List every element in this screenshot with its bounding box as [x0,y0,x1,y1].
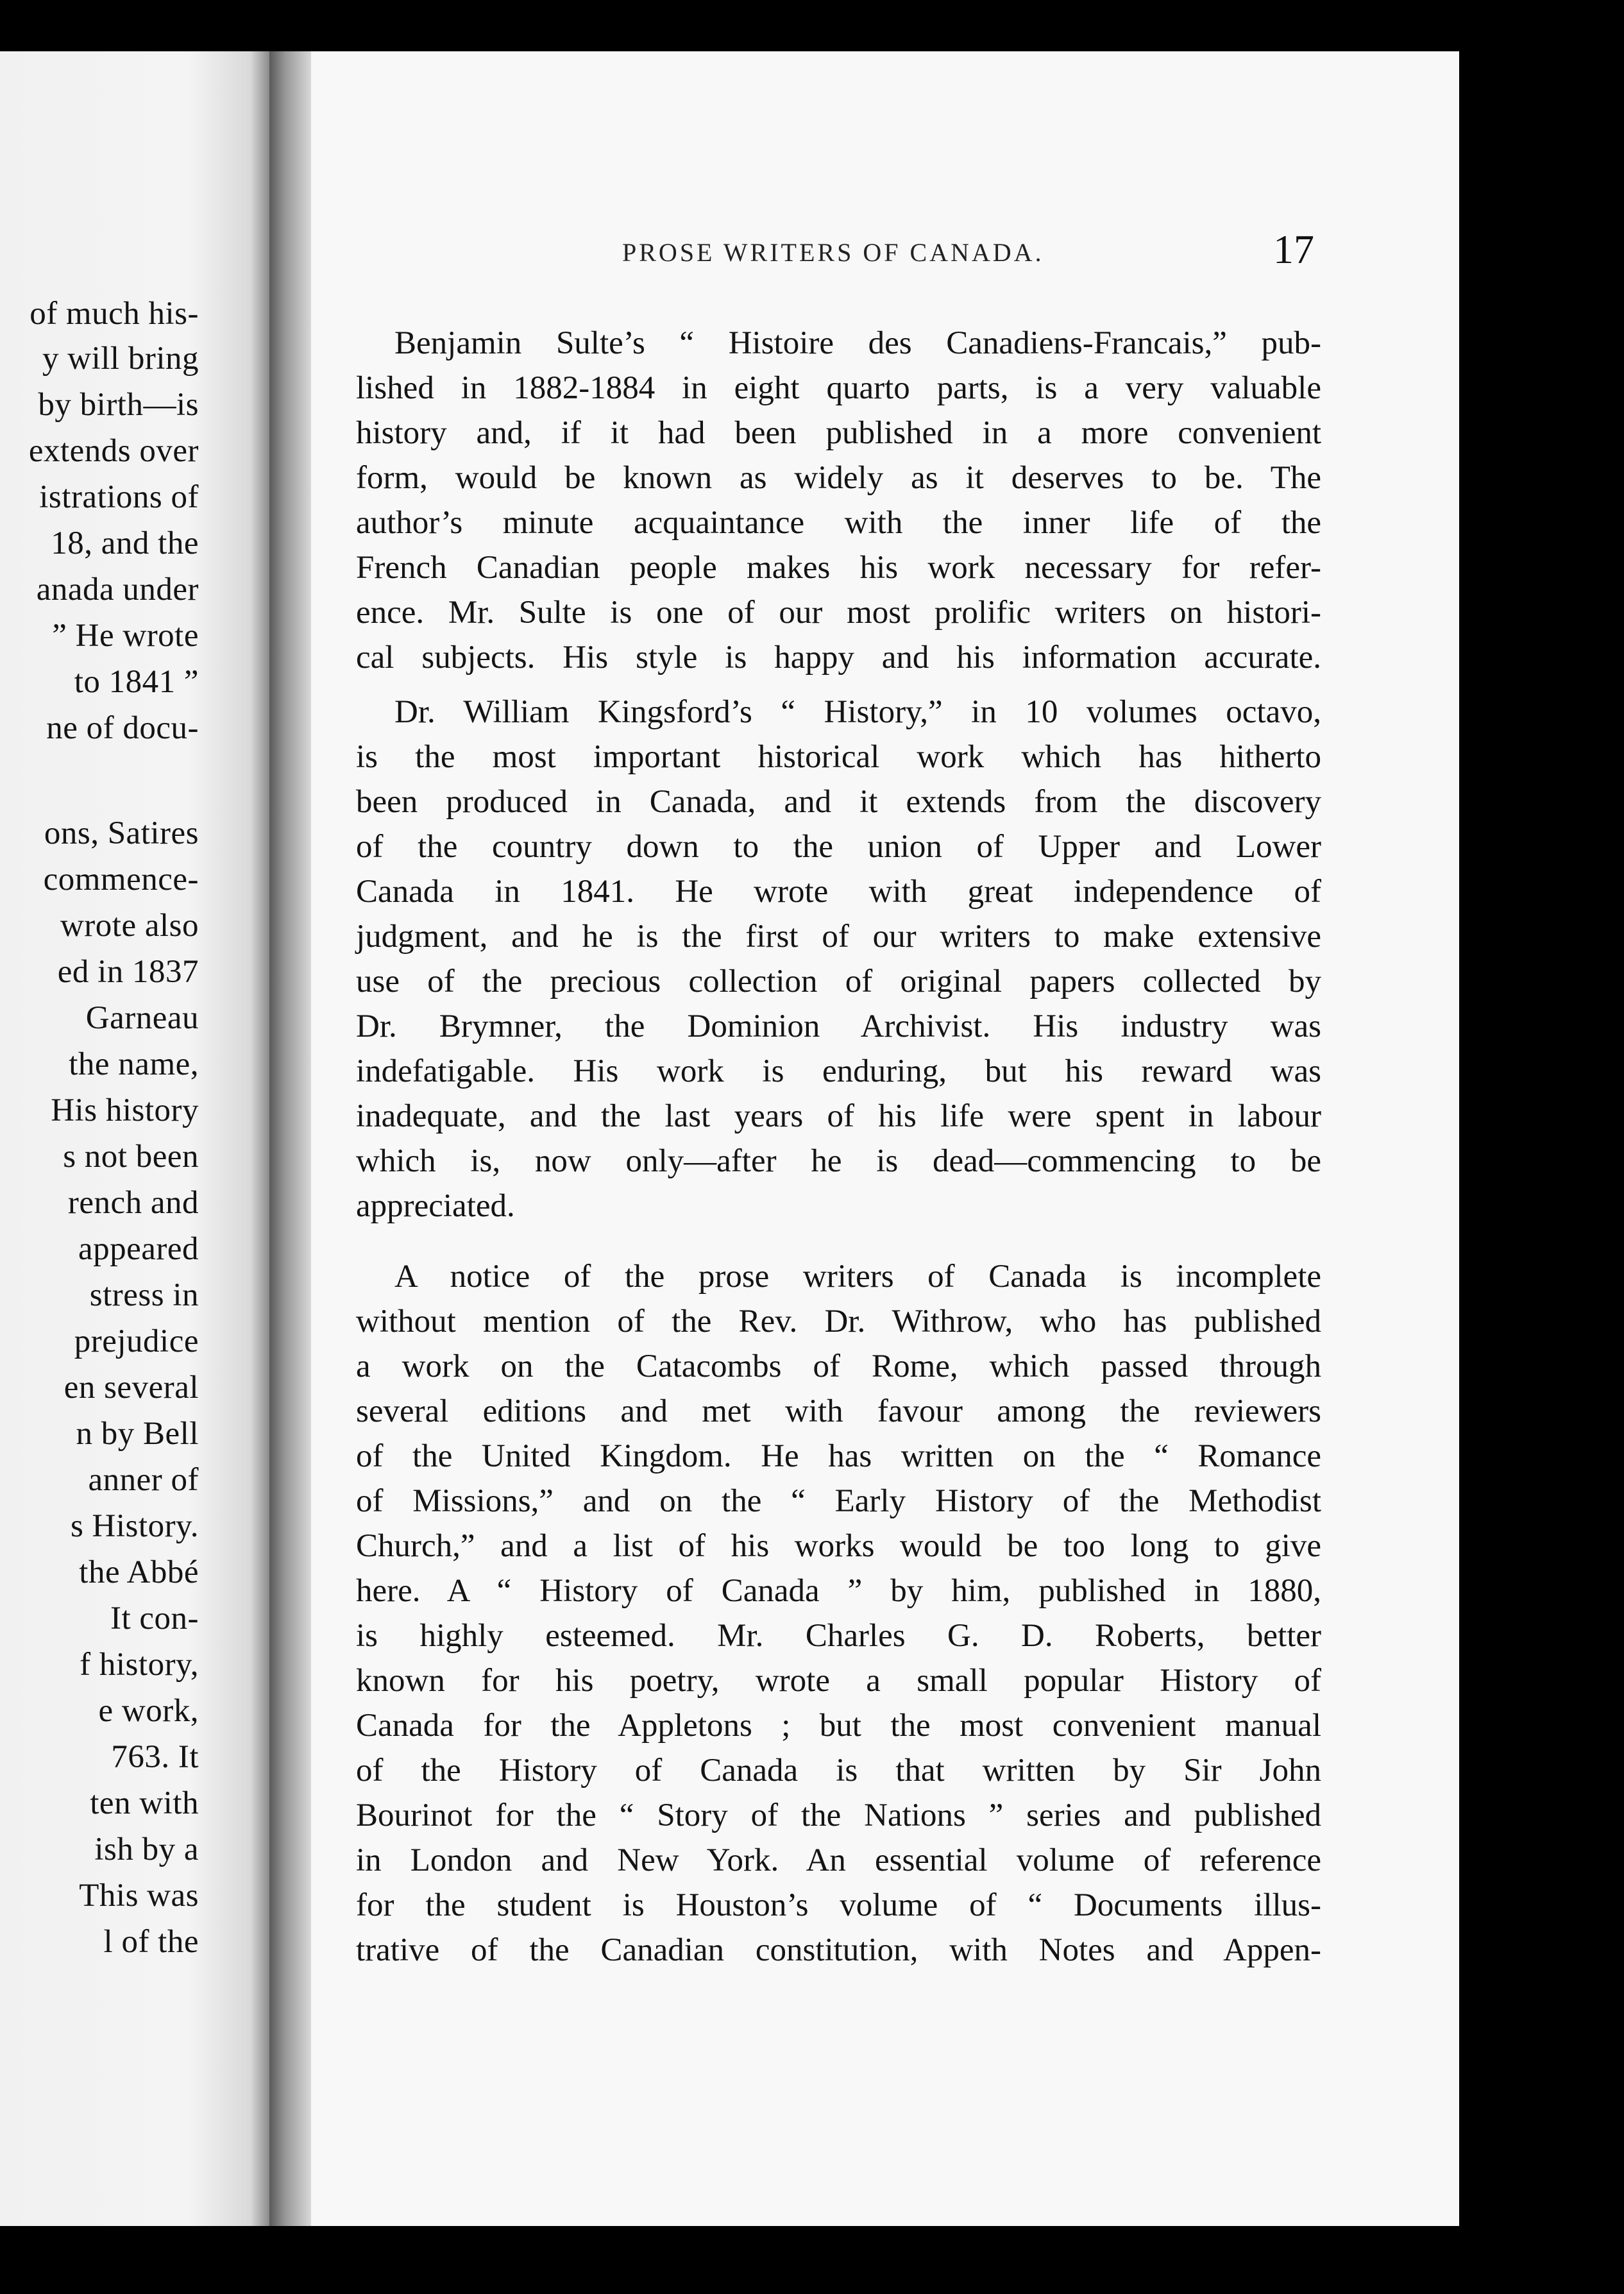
left-page-line: commence- [43,862,199,897]
left-page-line: s History. [70,1508,199,1544]
left-page-line: This was [79,1878,199,1914]
left-page-line: rench and [67,1185,199,1221]
body-line: for the student is Houston’s volume of “ Documents illus- [356,1887,1321,1923]
left-page-line: 18, and the [51,525,199,561]
left-page-line: n by Bell [76,1416,199,1452]
left-page-line: His history [51,1092,199,1128]
left-page-line: 763. It [111,1739,199,1775]
body-line: Canada in 1841. He wrote with great independence of [356,874,1321,910]
left-page-line: the Abbé [79,1554,199,1590]
body-line: lished in 1882-1884 in eight quarto parts, is a very valuable [356,370,1321,406]
body-line: a work on the Catacombs of Rome, which passed through [356,1348,1321,1384]
left-page-line: ne of docu- [46,710,199,746]
body-line: A notice of the prose writers of Canada is incomplete [394,1259,1321,1295]
body-line: history and, if it had been published in a more convenient [356,415,1321,451]
body-line: author’s minute acquaintance with the inner life of the [356,505,1321,541]
body-line: is the most important historical work which has hitherto [356,739,1321,775]
left-page-line: It con- [110,1601,199,1636]
body-line: known for his poetry, wrote a small popular History of [356,1663,1321,1699]
left-page [0,51,269,2226]
left-page-line: stress in [89,1277,199,1313]
body-line: of the History of Canada is that written by Sir John [356,1753,1321,1788]
left-page-line: wrote also [60,908,199,944]
body-line: judgment, and he is the first of our writers to make extensive [356,919,1321,955]
left-page-line: extends over [28,433,199,469]
left-page-line: the name, [69,1046,199,1082]
body-line: French Canadian people makes his work necessary for refer- [356,550,1321,586]
body-line: trative of the Canadian constitution, with Notes and Appen- [356,1932,1321,1968]
left-page-line: prejudice [74,1323,199,1359]
body-line: of the United Kingdom. He has written on the “ Romance [356,1438,1321,1474]
body-line: here. A “ History of Canada ” by him, published in 1880, [356,1573,1321,1609]
left-page-line: ish by a [94,1831,199,1867]
running-head: PROSE WRITERS OF CANADA. [622,238,1044,267]
left-page-line: en several [63,1370,199,1406]
left-page-line: ” He wrote [52,618,199,654]
body-line: without mention of the Rev. Dr. Withrow, who has published [356,1304,1321,1339]
left-page-line: y will bring [42,341,199,377]
body-line: indefatigable. His work is enduring, but his reward was [356,1053,1321,1089]
page-number: 17 [1273,226,1314,272]
scan-border-right [1459,51,1624,2226]
body-line: been produced in Canada, and it extends from the discovery [356,784,1321,820]
body-line: is highly esteemed. Mr. Charles G. D. Roberts, better [356,1618,1321,1654]
body-line: cal subjects. His style is happy and his information accurate. [356,640,1321,675]
body-line: of the country down to the union of Upper and Lower [356,829,1321,865]
left-page-line: l of the [103,1924,199,1960]
body-line: Dr. William Kingsford’s “ History,” in 10 volumes octavo, [394,694,1321,730]
body-line: which is, now only—after he is dead—commencing to be [356,1143,1321,1179]
left-page-line: appeared [78,1231,199,1267]
book-gutter [269,51,311,2226]
body-line: inadequate, and the last years of his life were spent in labour [356,1098,1321,1134]
scan-border-bottom [0,2226,1624,2294]
left-page-line: of much his- [30,296,199,332]
body-line: appreciated. [356,1188,515,1224]
left-page-line: f history, [80,1647,199,1683]
body-line: of Missions,” and on the “ Early History of the Methodist [356,1483,1321,1519]
body-line: Church,” and a list of his works would be too long to give [356,1528,1321,1564]
body-line: several editions and met with favour among the reviewers [356,1393,1321,1429]
left-page-line: Garneau [85,1000,199,1036]
left-page-line: s not been [63,1139,199,1175]
body-line: Canada for the Appletons ; but the most convenient manual [356,1708,1321,1744]
body-line: Bourinot for the “ Story of the Nations ” series and published [356,1797,1321,1833]
left-page-line: istrations of [39,479,199,515]
left-page-line: ten with [90,1785,199,1821]
body-line: form, would be known as widely as it deserves to be. The [356,460,1321,496]
body-line: in London and New York. An essential volume of reference [356,1842,1321,1878]
left-page-line: by birth—is [38,387,199,423]
left-page-line: e work, [98,1693,199,1729]
left-page-line: to 1841 ” [74,664,199,700]
left-page-line: ons, Satires [44,815,199,851]
left-page-line: anada under [36,572,199,607]
left-page-line: ed in 1837 [57,954,199,990]
body-line: Benjamin Sulte’s “ Histoire des Canadiens-Francais,” pub- [394,325,1321,361]
body-line: use of the precious collection of original papers collected by [356,964,1321,999]
left-page-line: anner of [88,1462,199,1498]
body-line: ence. Mr. Sulte is one of our most prolific writers on histori- [356,595,1321,631]
body-line: Dr. Brymner, the Dominion Archivist. His industry was [356,1008,1321,1044]
